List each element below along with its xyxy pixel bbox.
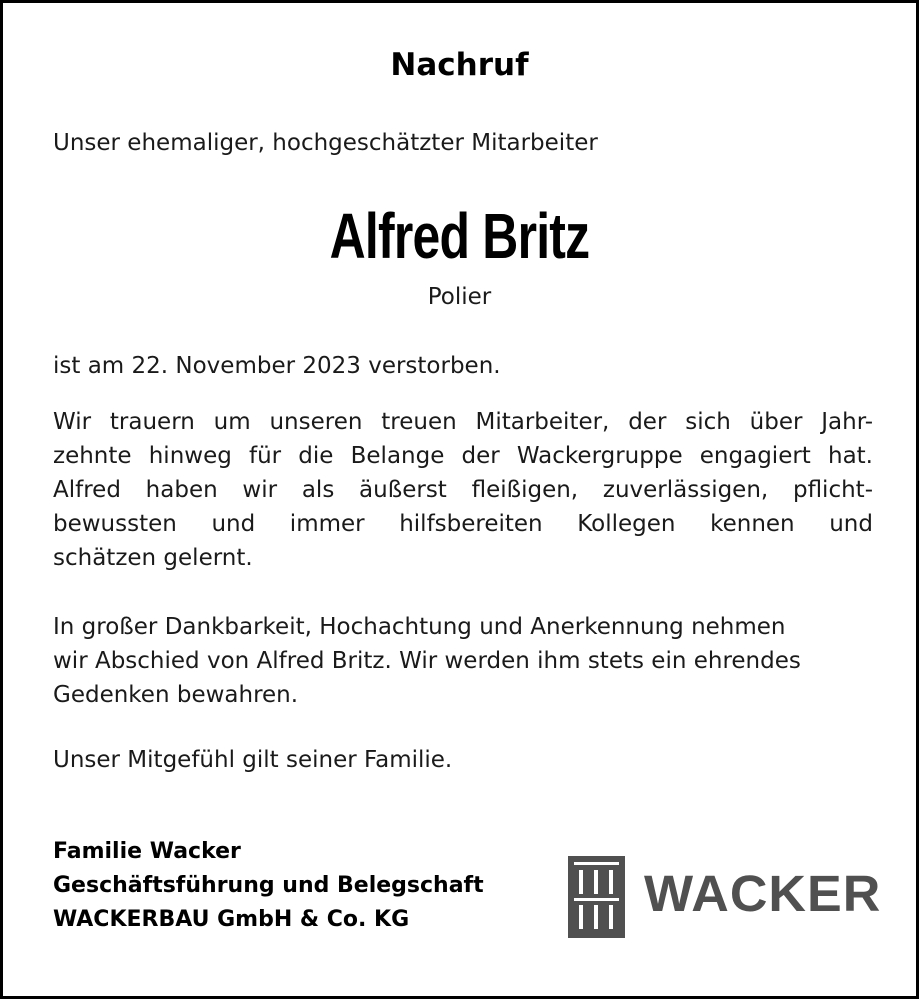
tribute-paragraph: [53, 405, 873, 575]
tribute-line: Alfred haben wir als äußerst fleißigen, zuverlässigen, pflicht-: [53, 477, 873, 503]
tribute-line: zehnte hinweg für die Belange der Wackergruppe engagiert hat.: [53, 443, 873, 469]
intro-text: Unser ehemaliger, hochgeschätzter Mitarbeiter: [53, 130, 598, 156]
tribute-line: schätzen gelernt.: [53, 545, 253, 571]
notice-title: Nachruf: [390, 47, 529, 83]
death-statement: ist am 22. November 2023 verstorben.: [53, 353, 501, 379]
signature-family: Familie Wacker: [53, 839, 241, 864]
farewell-line: Gedenken bewahren.: [53, 682, 299, 708]
tribute-line: bewussten und immer hilfsbereiten Kollegen kennen und: [53, 511, 873, 537]
deceased-name: Alfred Britz: [329, 200, 590, 272]
signature-management: Geschäftsführung und Belegschaft: [53, 873, 484, 898]
condolence-line: Unser Mitgefühl gilt seiner Familie.: [53, 747, 453, 773]
farewell-line: wir Abschied von Alfred Britz. Wir werden ihm stets ein ehrendes: [53, 648, 801, 674]
signature-company: WACKERBAU GmbH & Co. KG: [53, 907, 410, 932]
wacker-logo: [568, 856, 883, 938]
wacker-logo-mark-icon: [568, 856, 625, 938]
signature-block: [53, 835, 484, 937]
farewell-paragraph: [53, 610, 873, 712]
tribute-line: Wir trauern um unseren treuen Mitarbeiter, der sich über Jahr-: [53, 409, 873, 435]
wacker-wordmark: WACKER: [644, 865, 882, 922]
farewell-line: In großer Dankbarkeit, Hochachtung und Anerkennung nehmen: [53, 614, 786, 640]
condolence-paragraph: [53, 743, 873, 777]
deceased-role: Polier: [427, 284, 492, 310]
